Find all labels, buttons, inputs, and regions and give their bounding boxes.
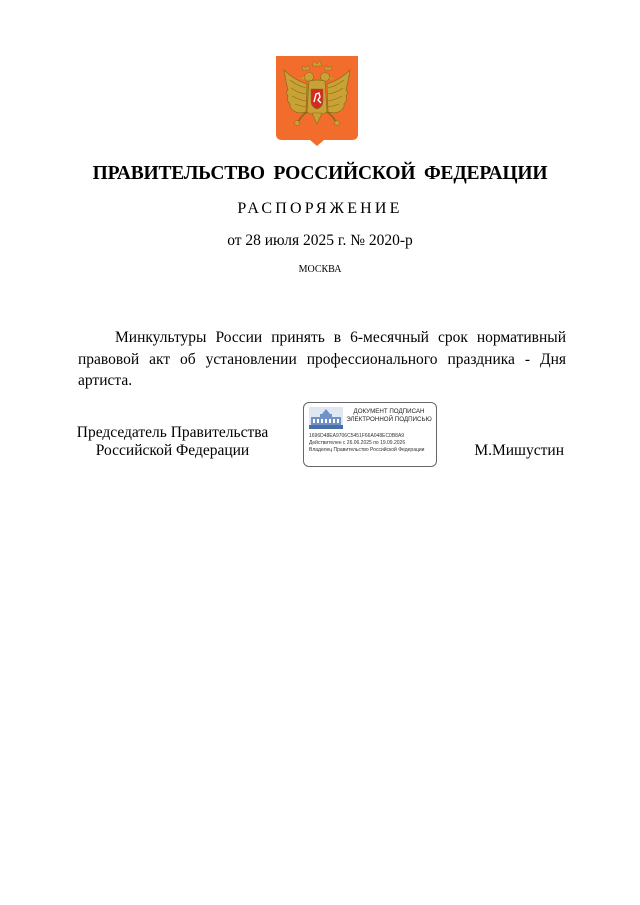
signer-position-line1: Председатель Правительства — [76, 424, 269, 441]
electronic-signature-stamp — [303, 402, 437, 467]
stamp-heading-line2: ЭЛЕКТРОННОЙ ПОДПИСЬЮ — [346, 416, 432, 423]
government-building-icon — [309, 407, 343, 429]
government-title: ПРАВИТЕЛЬСТВО РОССИЙСКОЙ ФЕДЕРАЦИИ — [92, 163, 548, 184]
signer-name: М.Мишустин — [474, 442, 564, 459]
order-text: Минкультуры России принять в 6-месячный срок нормативный правовой акт об установлении профессионального праздника - Дня артиста. — [78, 329, 566, 389]
signer-position-line2: Российской Федерации — [95, 442, 250, 459]
document-type: РАСПОРЯЖЕНИЕ — [237, 200, 403, 217]
stamp-heading — [344, 408, 434, 424]
stamp-validity: Действителен с 26.06.2025 по 19.09.2026 — [309, 440, 406, 446]
stamp-heading-line1: ДОКУМЕНТ ПОДПИСАН — [353, 408, 425, 415]
signer-position — [70, 424, 275, 460]
city-label: МОСКВА — [298, 264, 342, 275]
stamp-serial-number: 1696D48EA9706C5451F66A048EC0B8A9 — [309, 433, 405, 439]
document-date-number: от 28 июля 2025 г. № 2020-р — [227, 232, 413, 249]
coat-of-arms-icon — [276, 56, 358, 146]
stamp-owner: Владелец Правительство Российской Федерации — [309, 447, 425, 453]
